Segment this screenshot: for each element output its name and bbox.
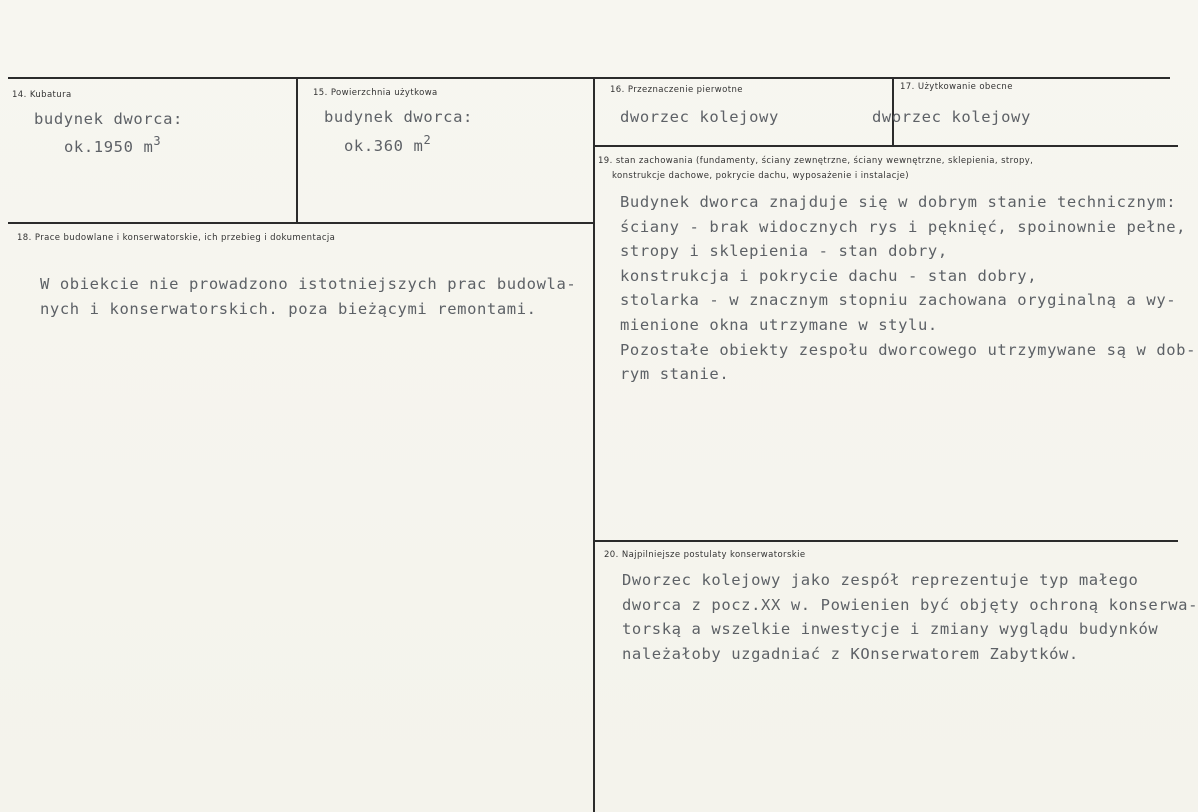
field-19-line: Pozostałe obiekty zespołu dworcowego utrzymywane są w dob- — [620, 340, 1197, 359]
rule-under-14-15 — [8, 222, 594, 224]
field-19-line: mienione okna utrzymane w stylu. — [620, 315, 938, 334]
field-20-line: należałoby uzgadniać z KOnserwatorem Zabytków. — [622, 644, 1079, 663]
field-19-line: rym stanie. — [620, 365, 730, 384]
field-20-line: dworca z pocz.XX w. Powienien być objęty ochroną konserwa- — [622, 595, 1198, 614]
field-15-value-text: ok.360 m — [344, 137, 424, 155]
field-20-label: 20. Najpilniejsze postulaty konserwatorskie — [604, 550, 806, 560]
field-19-text — [620, 190, 1196, 387]
field-15-exponent: 2 — [423, 133, 432, 147]
field-18-text — [40, 272, 576, 321]
field-18-line: W obiekcie nie prowadzono istotniejszych prac budowla- — [40, 275, 577, 293]
field-19-line: stropy i sklepienia - stan dobry, — [620, 242, 948, 261]
rule-under-16-17 — [594, 145, 1178, 147]
field-18-line: nych i konserwatorskich. poza bieżącymi remontami. — [40, 299, 537, 318]
top-rule — [8, 77, 1170, 79]
field-19-line: stolarka - w znacznym stopniu zachowana oryginalną a wy- — [620, 291, 1177, 310]
rule-above-20 — [594, 540, 1178, 542]
field-17-label: 17. Użytkowanie obecne — [900, 82, 1013, 92]
divider-14-15 — [296, 78, 298, 224]
field-16-value: dworzec kolejowy — [620, 108, 779, 126]
field-20-line: torską a wszelkie inwestycje i zmiany wyglądu budynków — [622, 620, 1159, 639]
field-14-value-text: ok.1950 m — [64, 138, 154, 156]
field-20-line: Dworzec kolejowy jako zespół reprezentuje typ małego — [622, 571, 1139, 589]
field-17-value: dworzec kolejowy — [872, 108, 1031, 126]
field-15-value — [344, 133, 431, 155]
field-14-line1: budynek dworca: — [34, 110, 183, 128]
field-20-text — [622, 568, 1198, 666]
divider-left-right — [593, 78, 595, 812]
field-16-label: 16. Przeznaczenie pierwotne — [610, 85, 743, 95]
field-19-line: ściany - brak widocznych rys i pęknięć, spoinownie pełne, — [620, 217, 1187, 236]
field-14-exponent: 3 — [153, 134, 162, 148]
field-15-line1: budynek dworca: — [324, 108, 473, 126]
field-14-value — [64, 134, 161, 156]
field-15-label: 15. Powierzchnia użytkowa — [313, 88, 438, 98]
field-19-label: 19. stan zachowania (fundamenty, ściany zewnętrzne, ściany wewnętrzne, sklepienia, stropy, — [598, 156, 1034, 166]
field-19-line: Budynek dworca znajduje się w dobrym stanie technicznym: — [620, 193, 1177, 211]
field-18-label: 18. Prace budowlane i konserwatorskie, ich przebieg i dokumentacja — [17, 233, 336, 243]
field-14-label: 14. Kubatura — [12, 90, 72, 100]
field-19-label-cont: konstrukcje dachowe, pokrycie dachu, wyposażenie i instalacje) — [612, 171, 909, 181]
field-19-line: konstrukcja i pokrycie dachu - stan dobry, — [620, 266, 1038, 285]
